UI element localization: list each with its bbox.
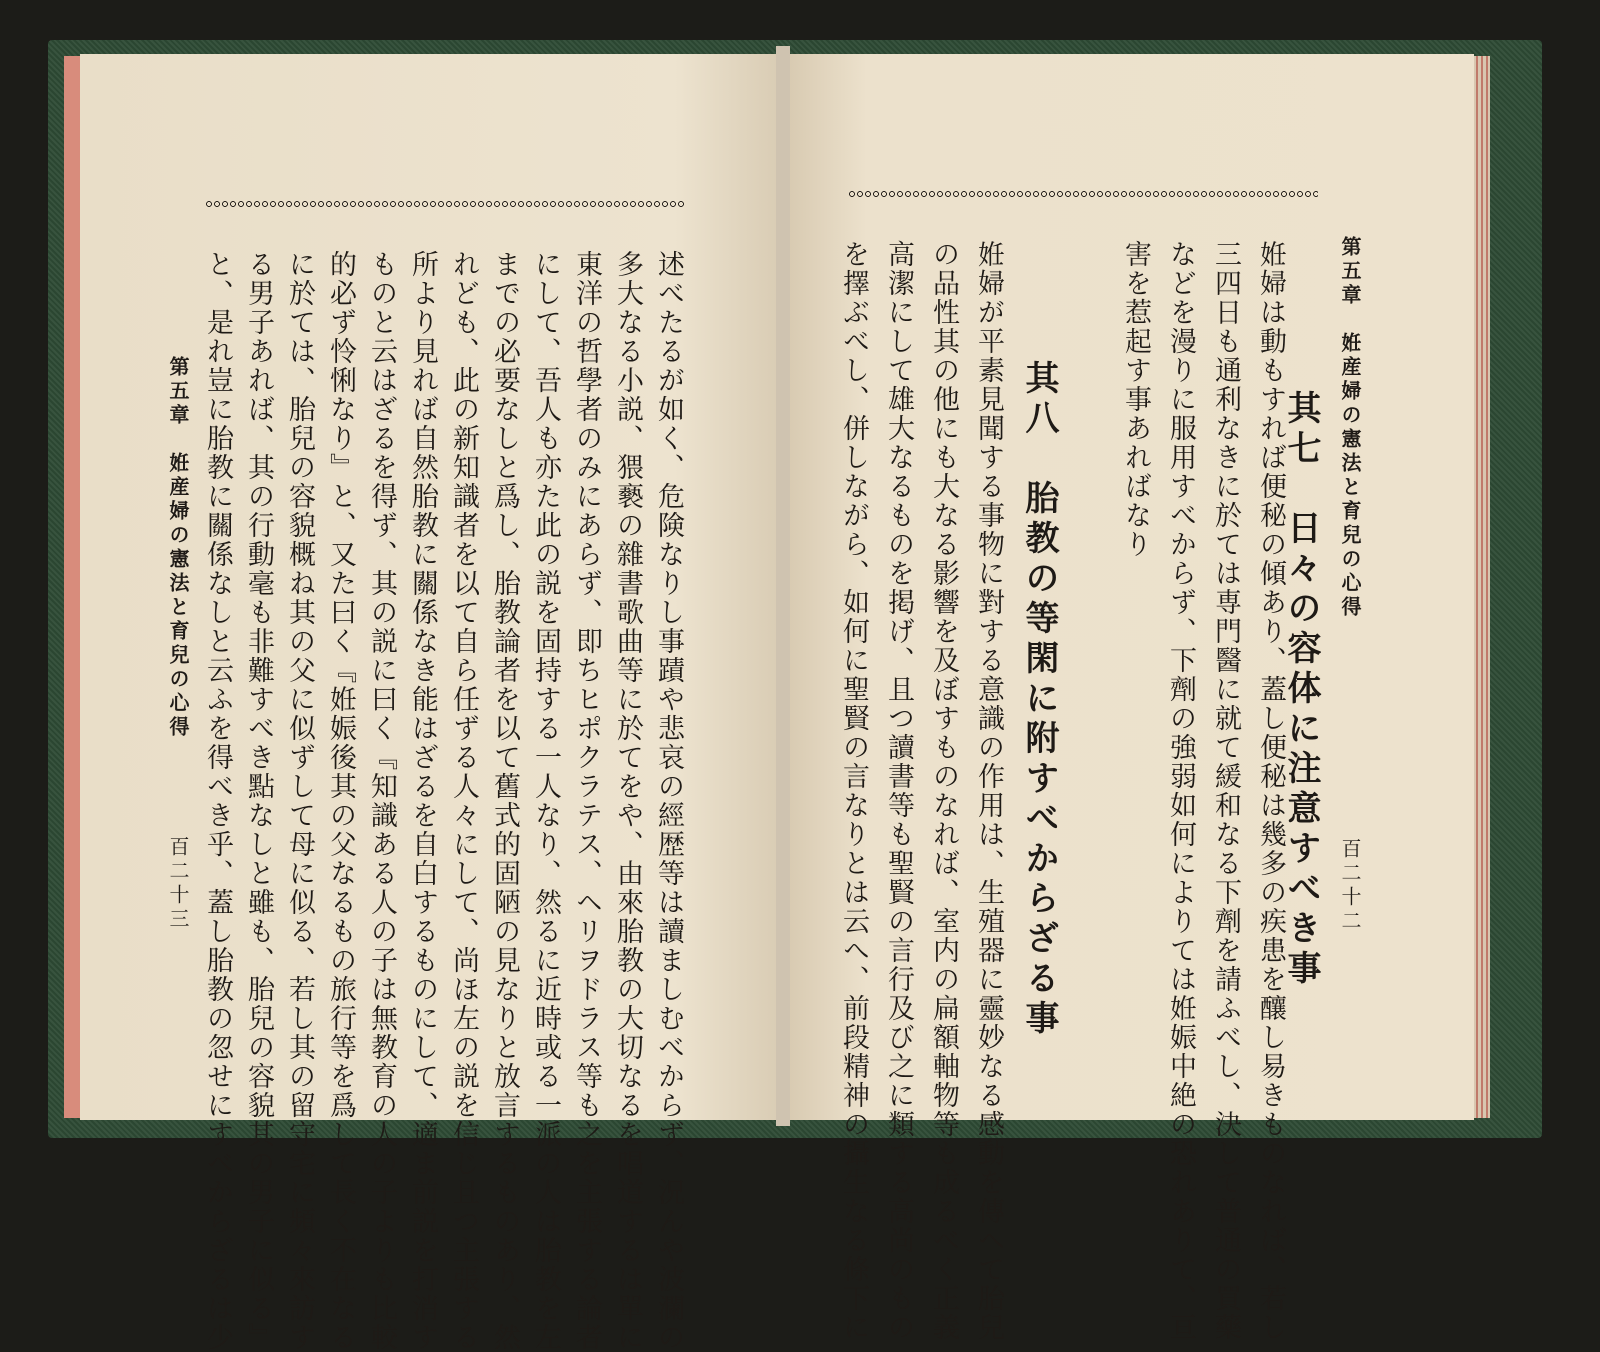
ornamental-rule-left — [205, 200, 685, 208]
text-line: る男子あれば、其の行動毫も非難すべき點なしと雖も、胎兒の容貌其の男子に似る』 — [243, 250, 274, 1352]
section-heading-8: 其八 胎教の等閑に附すべからざる事 — [1019, 360, 1059, 1040]
ornamental-rule-right — [848, 190, 1318, 198]
text-line: 害を惹起す事あればなり — [1120, 240, 1151, 559]
section-heading-7: 其七 日々の容体に注意すべき事 — [1281, 390, 1321, 990]
text-line: 的必ず怜悧なり』と、又た曰く『姙娠後其の父なるもの旅行等を爲して長く不在なる — [325, 250, 356, 1352]
text-line: 姙婦は動もすれば便秘の傾あり、蓋し便秘は幾多の疾患を釀し易きものなれば、若し — [1255, 240, 1286, 1342]
text-line: にして、吾人も亦た此の説を固持する一人なり、然るに近時或る一派の人は胎教を左 — [530, 250, 561, 1352]
text-line: を擇ぶべし、併しながら、如何に聖賢の言なりとは云へ、前段精神の攝生なる條下に — [838, 240, 869, 1342]
text-line: などを漫りに服用すべからず、下劑の強弱如何によりては姙娠中絶の恐れありて、亘 — [1165, 240, 1196, 1342]
text-line: 述べたるが如く、危険なりし事蹟や悲哀の經歴等は讀ましむべからず、況んや波瀾の — [653, 250, 684, 1352]
text-line: 所より見れば自然胎教に關係なき能はざるを自白するものにして、適ま前説を打消す — [407, 250, 438, 1352]
text-line: 三四日も通利なきに於ては専門醫に就て緩和なる下劑を請ふべし、決して普通の買藥 — [1210, 240, 1241, 1342]
text-line: と、是れ豈に胎教に關係なしと云ふを得べき乎、蓋し胎教の忽せにすべからざるは少 — [202, 250, 233, 1352]
book-gutter — [776, 46, 790, 1126]
text-line: 高潔にして雄大なるものを掲げ、且つ讀書等も聖賢の言行及び之に類する高尚のもの — [883, 240, 914, 1342]
running-footer: 第五章 姙産婦の憲法と育兒の心得 — [166, 356, 190, 740]
text-line: 多大なる小説、猥褻の雜書歌曲等に於てをや、由來胎教の大切なるを唱道するは單に — [612, 250, 643, 1352]
text-line: れども、此の新知識者を以て自ら任ずる人々にして、尚ほ左の説を信じ且つ主張する — [448, 250, 479, 1352]
text-line: ものと云はざるを得ず、其の説に曰く『知識ある人の子は無教育の人の子よりも比較 — [366, 250, 397, 1352]
page-number-left: 百二十三 — [166, 836, 190, 932]
text-line: 東洋の哲學者のみにあらず、即ちヒポクラテス、ヘリヲドラス等も之を主張する論者 — [571, 250, 602, 1352]
page-number-right: 百二十二 — [1338, 838, 1362, 934]
running-header: 第五章 姙産婦の憲法と育兒の心得 — [1338, 236, 1362, 620]
text-line: 姙婦が平素見聞する事物に對する意識の作用は、生殖器に靈妙なる感動を傳へて胎兒 — [973, 240, 1004, 1342]
text-line: までの必要なしと爲し、胎教論者を以て舊式的固陋の見なりと放言するものあり、然 — [489, 250, 520, 1352]
text-line: に於ては、胎兒の容貌概ね其の父に似ずして母に似る、若し其の留守宅に頻々來訪す — [284, 250, 315, 1352]
text-line: の品性其の他にも大なる影響を及ぼすものなれば、室内の扁額軸物等も成るべく正義 — [928, 240, 959, 1342]
